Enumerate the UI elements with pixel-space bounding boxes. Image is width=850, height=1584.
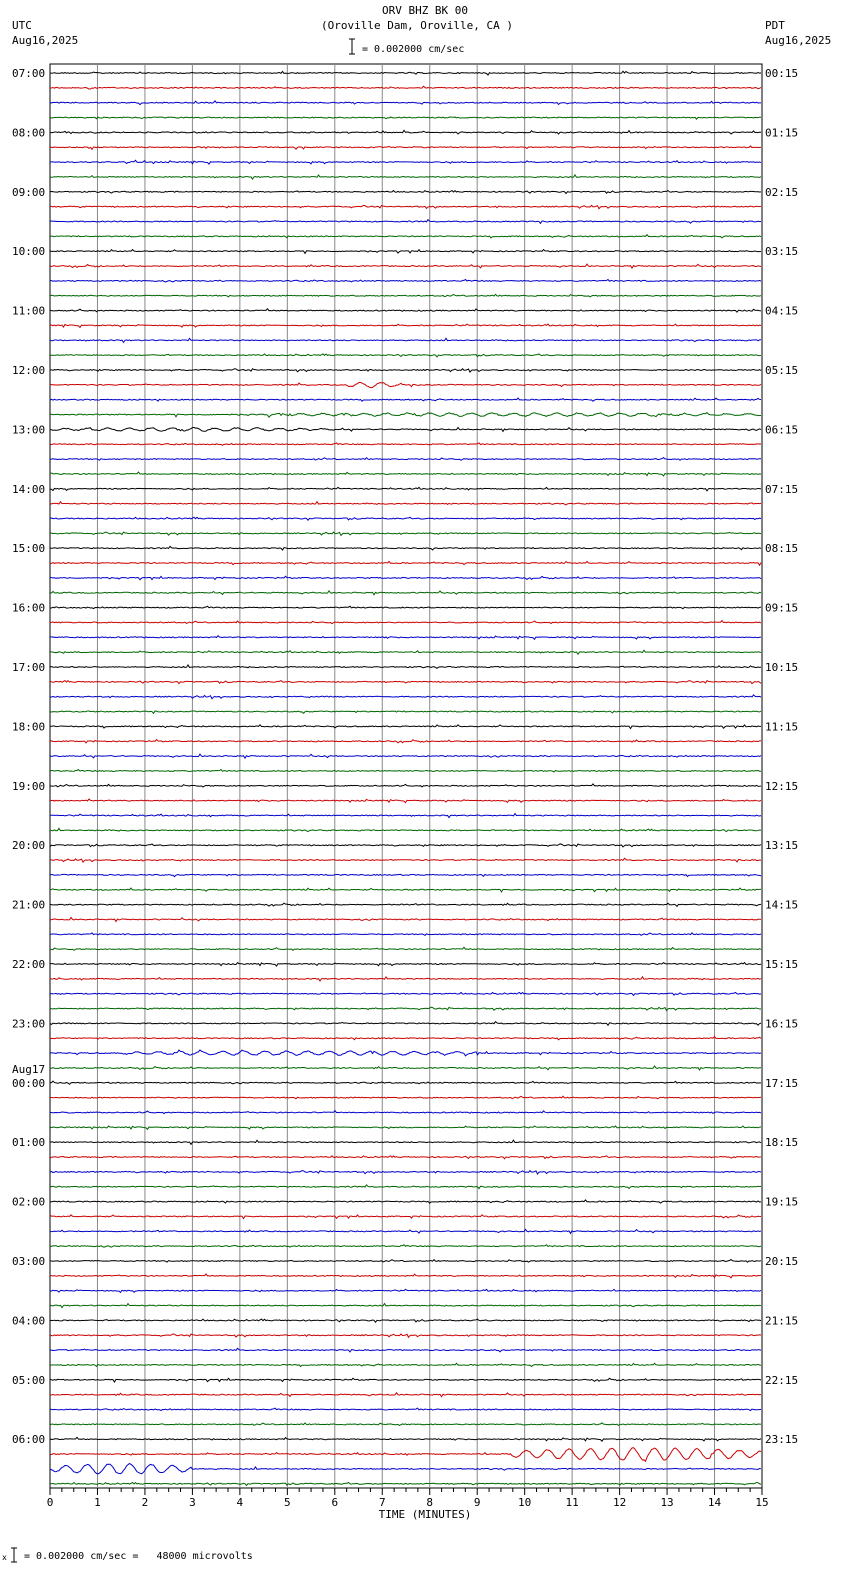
pdt-hour-label: 20:15 [765,1255,799,1268]
trace-row [50,665,761,668]
trace-row [50,546,761,550]
pdt-hour-label: 14:15 [765,898,799,912]
x-tick-label: 12 [612,1496,627,1509]
trace-row [50,576,761,579]
pdt-hour-label: 05:15 [765,364,799,377]
trace-row [50,918,761,922]
utc-hour-label: 19:00 [12,779,46,793]
pdt-hour-label: 19:15 [765,1195,799,1209]
trace-row [50,1111,761,1114]
trace-row [50,1348,761,1352]
trace-row [50,86,761,89]
utc-hour-label: 05:00 [12,1373,46,1387]
utc-hour-label: 08:00 [12,126,46,140]
utc-hour-label: 01:00 [12,1136,46,1150]
trace-row [50,1408,761,1410]
utc-hour-label: 03:00 [12,1255,46,1268]
trace-row [50,740,761,743]
plot-frame [50,64,762,1488]
trace-row [50,828,761,831]
x-tick-label: 1 [94,1496,101,1509]
svg-text:x: x [2,1553,7,1562]
utc-hour-label: 17:00 [12,661,46,674]
trace-row [50,1156,761,1159]
trace-row [50,1007,761,1010]
trace-row [50,369,761,372]
trace-row [50,1483,761,1486]
trace-row [50,1437,761,1441]
trace-row [50,1393,761,1397]
trace-row [50,636,761,640]
grid [50,64,762,1488]
footer-scale-icon [2,1546,20,1564]
trace-row [50,175,761,179]
trace-row [50,71,761,75]
trace-row [50,1334,761,1337]
footer-scale-label: = 0.002000 cm/sec = 48000 microvolts [24,1551,253,1562]
x-tick-label: 10 [518,1496,532,1509]
utc-hour-label: 06:00 [12,1433,46,1447]
trace-row [50,191,761,194]
trace-row [50,1423,761,1426]
pdt-hour-label: 06:15 [765,423,799,437]
pdt-hour-label: 07:15 [765,482,799,496]
x-tick-label: 4 [236,1496,244,1509]
right-timezone: PDT [765,19,785,32]
pdt-hour-label: 23:15 [765,1433,799,1447]
trace-row [50,398,761,401]
trace-row [50,502,761,505]
trace-row [50,561,761,565]
trace-row [50,858,761,862]
trace-row [50,844,761,847]
trace-row [50,591,761,595]
pdt-hour-label: 10:15 [765,661,799,674]
trace-row [50,338,761,342]
utc-hour-label: 20:00 [12,839,46,853]
trace-row [50,1245,761,1247]
pdt-hour-label: 09:15 [765,601,799,615]
trace-row [50,427,761,431]
trace-row [50,903,761,906]
trace-row [50,1096,761,1099]
utc-hour-label: 09:00 [12,185,46,199]
trace-row [50,1378,761,1382]
utc-hour-label: 15:00 [12,542,46,556]
left-date: Aug16,2025 [12,34,79,47]
trace-row [50,517,761,520]
trace-row [50,695,761,699]
pdt-hour-label: 15:15 [765,958,799,971]
trace-row [50,250,761,254]
trace-row [50,220,761,224]
trace-row [50,354,761,357]
x-tick-label: 15 [755,1496,769,1509]
trace-row [50,1126,761,1129]
trace-row [50,1319,761,1322]
pdt-hour-label: 03:15 [765,245,799,259]
pdt-hour-label: 12:15 [765,779,799,793]
x-tick-label: 3 [189,1496,196,1509]
trace-row [50,977,761,981]
utc-hour-label: 04:00 [12,1314,46,1328]
trace-row [50,681,761,684]
utc-hour-label: 22:00 [12,958,46,971]
trace-row [50,754,761,758]
x-tick-label: 11 [565,1496,579,1509]
trace-row [50,472,761,476]
trace-row [50,160,761,164]
trace-row [50,1022,761,1026]
utc-hour-label: 16:00 [12,601,46,615]
left-timezone: UTC [12,19,32,32]
x-tick-label: 5 [284,1496,291,1509]
pdt-hour-label: 01:15 [765,126,799,140]
trace-row [50,235,761,238]
pdt-hour-label: 04:15 [765,304,799,318]
utc-hour-label: 12:00 [12,364,46,377]
trace-row [50,413,761,418]
pdt-hour-label: 02:15 [765,185,799,199]
utc-hour-label: 14:00 [12,482,46,496]
trace-row [50,458,761,461]
pdt-hour-label: 17:15 [765,1076,799,1090]
chart-subtitle: (Oroville Dam, Oroville, CA ) [320,19,514,32]
x-tick-label: 9 [473,1496,481,1509]
labels [12,67,798,1509]
trace-row [50,799,761,803]
trace-row [50,1274,761,1278]
pdt-hour-label: 00:15 [765,67,799,80]
trace-row [50,1215,761,1219]
x-tick-label: 14 [707,1496,722,1509]
utc-hour-label: 00:00 [12,1076,46,1090]
utc-hour-label: 13:00 [12,423,46,437]
trace-row [50,725,761,729]
trace-row [50,294,761,297]
right-date: Aug16,2025 [765,34,832,47]
chart-title: ORV BHZ BK 00 [381,4,469,17]
trace-row [50,1171,761,1174]
trace-row [50,264,761,268]
trace-row [50,101,761,105]
trace-row [50,1200,761,1203]
trace-row [50,1037,761,1040]
utc-hour-label: 02:00 [12,1195,46,1209]
trace-row [50,280,761,282]
pdt-hour-label: 18:15 [765,1136,799,1150]
trace-row [50,1289,761,1292]
trace-row [50,205,761,208]
utc-hour-label: 23:00 [12,1017,46,1031]
x-tick-label: 7 [378,1496,386,1509]
pdt-hour-label: 21:15 [765,1314,799,1328]
scale-label: = 0.002000 cm/sec [362,44,465,55]
traces [50,71,761,1485]
trace-row [50,487,761,491]
trace-row [50,130,761,134]
utc-hour-label: 21:00 [12,898,46,912]
trace-row [50,874,761,876]
trace-row [50,532,761,535]
pdt-hour-label: 16:15 [765,1017,799,1031]
pdt-hour-label: 11:15 [765,720,799,734]
utc-hour-label: 18:00 [12,720,46,734]
trace-row [50,621,761,624]
trace-row [50,1066,761,1070]
pdt-hour-label: 13:15 [765,839,799,853]
x-tick-label: 2 [141,1496,149,1509]
pdt-hour-label: 08:15 [765,542,799,556]
trace-row [50,933,761,936]
trace-row [50,888,761,892]
trace-row [50,1363,761,1366]
trace-row [50,992,761,995]
x-tick-label: 8 [426,1496,434,1509]
trace-row [50,324,761,327]
utc-hour-label: 11:00 [12,304,46,318]
trace-row [50,1185,761,1189]
trace-row [50,1448,761,1461]
trace-row [50,814,761,818]
x-axis-title: TIME (MINUTES) [378,1508,472,1521]
trace-row [50,1229,761,1233]
trace-row [50,382,761,387]
trace-row [50,1081,761,1084]
date-change-label: Aug17 [12,1062,46,1076]
trace-row [50,146,761,149]
trace-row [50,1260,761,1263]
trace-row [50,1463,761,1473]
trace-row [50,711,761,714]
x-tick-label: 13 [660,1496,674,1509]
trace-row [50,309,761,312]
pdt-hour-label: 22:15 [765,1373,799,1387]
trace-row [50,1304,761,1308]
utc-hour-label: 10:00 [12,245,46,259]
trace-row [50,650,761,654]
trace-row [50,947,761,950]
trace-row [50,606,761,608]
x-tick-label: 0 [46,1496,54,1509]
x-tick-label: 6 [331,1496,339,1509]
trace-row [50,443,761,445]
trace-row [50,784,761,787]
trace-row [50,963,761,966]
trace-row [50,1140,761,1144]
trace-row [50,117,761,119]
trace-row [50,770,761,772]
utc-hour-label: 07:00 [12,67,46,80]
trace-row [50,1050,761,1056]
